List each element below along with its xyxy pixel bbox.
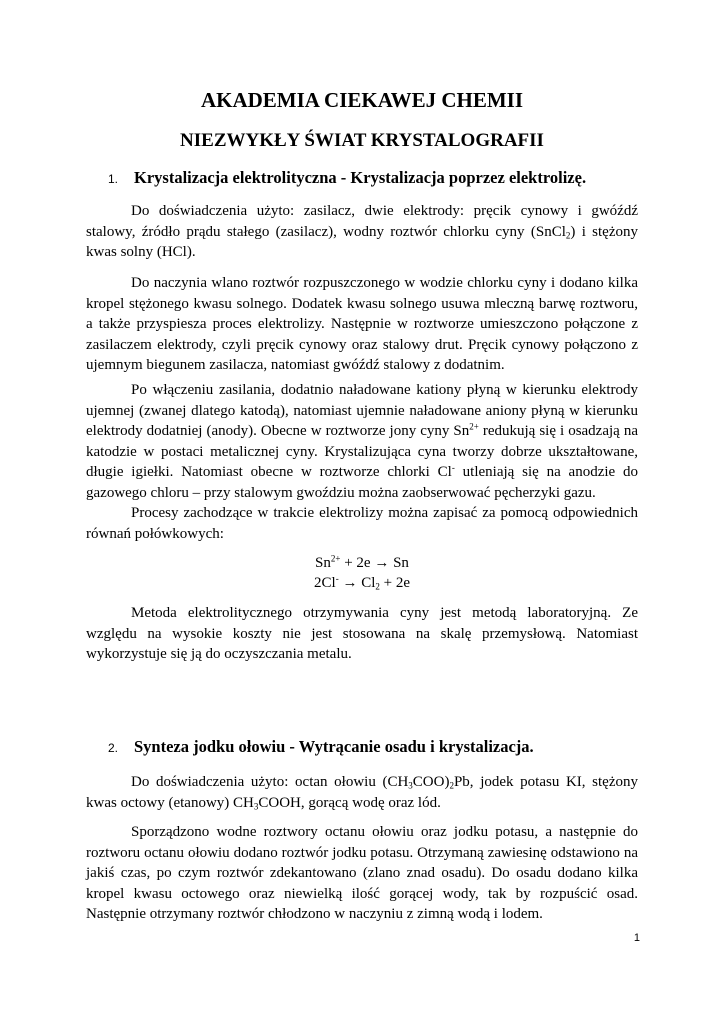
subscript: 3: [408, 780, 413, 791]
text-run: COOH, gorącą wodę oraz lód.: [258, 794, 441, 811]
page-number: 1: [633, 932, 640, 944]
section-1-paragraph-4: Procesy zachodzące w trakcie elektrolizy można zapisać za pomocą odpowiednich równań połówkowych:: [86, 505, 638, 542]
text-run: → Cl: [338, 575, 376, 591]
section-2-paragraph-2: Sporządzono wodne roztwory octanu ołowiu oraz jodku potasu, a następnie do roztworu octanu ołowiu dodano roztwór jodku potasu. Otrzymaną zawiesinę odstawiono na jakiś czas, po czym roztwór zdekantowano (zlano znad osadu). Do osadu dodano kilka kropel kwasu octowego oraz niewielką ilość gorącej wody, tak by rozpuścić osad. Następnie otrzymany roztwór chłodzono w naczyniu z zimną wodą i lodem.: [86, 824, 638, 923]
section-2-heading: [108, 737, 638, 757]
subscript: 3: [253, 800, 259, 811]
text-run: redukują się i osadzają na katodzie w postaci metalicznej cyny. Krystalizująca cyna tworzy dobrze ukształtowane, długie igiełki. Natomiast obecne w roztworze chlorki Cl: [86, 423, 638, 481]
section-1-paragraph-1: [86, 201, 638, 263]
text-run: Sn: [315, 555, 331, 571]
superscript: -: [335, 573, 339, 584]
text-run: Pb, jodek potasu KI, stężony kwas octowy (etanowy) CH: [86, 774, 638, 811]
equation-2: [0, 573, 724, 594]
section-1-paragraph-5: Metoda elektrolitycznego otrzymywania cyny jest metodą laboratoryjną. Ze względu na wysokie koszty nie jest stosowana na skalę przemysłową. Natomiast wykorzystuje się ją do oczyszczania metalu.: [86, 605, 638, 663]
text-run: COO): [412, 774, 450, 790]
text-run: utleniają się na anodzie do gazowego chloru – przy stalowym gwoździu można zaobserwować pęcherzyki gazu.: [86, 464, 639, 501]
section-2-paragraph-1: [86, 772, 638, 813]
superscript: -: [451, 462, 455, 473]
document-subtitle: NIEZWYKŁY ŚWIAT KRYSTALOGRAFII: [180, 130, 544, 151]
text-run: Do doświadczenia użyto: zasilacz, dwie elektrody: pręcik cynowy i gwóźdź stalowy, źródło prądu stałego (zasilacz), wodny roztwór chlorku cyny (SnCl: [86, 203, 638, 240]
section-2-heading-text: Synteza jodku ołowiu - Wytrącanie osadu i krystalizacja.: [134, 737, 534, 756]
text-run: Do doświadczenia użyto: octan ołowiu (CH: [131, 774, 409, 790]
section-1-paragraph-3: [86, 380, 638, 504]
superscript: 2+: [330, 553, 341, 564]
section-1-paragraph-2: Do naczynia wlano roztwór rozpuszczonego w wodzie chlorku cyny i dodano kilka kropel stężonego kwasu solnego. Dodatek kwasu solnego usuwa mleczną barwę roztworu, a także przyspiesza proces elektrolizy. Następnie w roztworze umieszczono połączone z zasilaczem elektrody, czyli pręcik cynowy oraz stalowy drut. Pręcik cynowy połączono z ujemnym biegunem zasilacza, natomiast gwóźdź stalowy z dodatnim.: [86, 275, 638, 374]
section-1-number: 1.: [108, 172, 119, 186]
section-2-number: 2.: [108, 741, 119, 755]
equation-1: [0, 553, 724, 574]
text-run: Po włączeniu zasilania, dodatnio naładowane kationy płyną w kierunku elektrody ujemnej (zwanej dlatego katodą), natomiast ujemnie naładowane aniony płyną w kierunku elektrody dodatniej (anody). Obecne w roztworze jony cyny Sn: [86, 382, 638, 440]
section-1-heading: [108, 168, 638, 188]
subscript: 2: [375, 581, 380, 592]
subscript: 2: [565, 229, 571, 240]
text-run: + 2e → Sn: [340, 555, 409, 571]
text-run: ) i stężony kwas solny (HCl).: [86, 223, 638, 261]
superscript: 2+: [469, 421, 479, 432]
document-title: AKADEMIA CIEKAWEJ CHEMII: [200, 88, 524, 112]
section-1-heading-text: Krystalizacja elektrolityczna - Krystalizacja poprzez elektrolizę.: [134, 168, 587, 187]
text-run: + 2e: [379, 575, 410, 591]
subscript: 2: [449, 780, 454, 791]
text-run: 2Cl: [314, 575, 336, 591]
